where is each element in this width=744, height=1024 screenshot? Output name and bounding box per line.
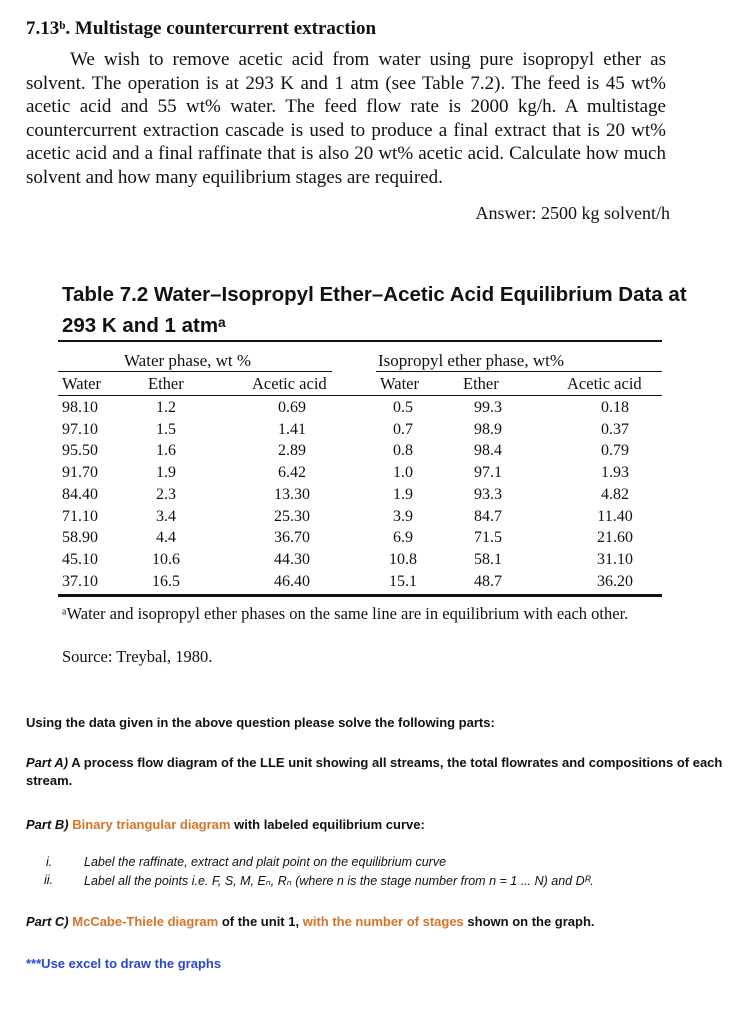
water-phase-group-header: Water phase, wt % xyxy=(124,351,252,370)
table-cell: 4.4 xyxy=(156,529,176,547)
questions-intro: Using the data given in the above question please solve the following parts: xyxy=(26,715,495,730)
table-cell: 4.82 xyxy=(601,485,629,503)
table-cell: 98.4 xyxy=(474,442,502,460)
part-c-end: shown on the graph. xyxy=(467,914,595,929)
problem-statement: We wish to remove acetic acid from water using pure isopropyl ether as solvent. The operation is at 293 K and 1 atm (see Table 7.2). The feed is 45 wt% acetic acid and 55 wt% water. The feed flow rate is 2000 kg/h. A multistage countercurrent extraction cascade is used to produce a final extract that is 20 wt% acetic acid and a final raffinate that is also 20 wt% acetic acid. Calculate how much solvent and how many equilibrium stages are required. xyxy=(26,49,666,188)
table-cell: 91.70 xyxy=(62,464,98,482)
table-cell: 10.8 xyxy=(389,550,417,568)
table-cell: 0.7 xyxy=(393,420,413,438)
table-cell: 84.7 xyxy=(474,507,502,525)
table-cell: 46.40 xyxy=(274,572,310,590)
part-c-highlight-1: McCabe-Thiele diagram xyxy=(72,914,219,929)
table-cell: 1.2 xyxy=(156,399,176,416)
table-cell: 1.9 xyxy=(156,464,176,482)
part-b-item-1: Label the raffinate, extract and plait point on the equilibrium curve xyxy=(84,855,447,869)
part-a-text: A process flow diagram of the LLE unit showing all streams, the total flowrates and compositions of each stream. xyxy=(26,755,723,788)
table-bottom-rule xyxy=(58,594,662,597)
table-cell: 95.50 xyxy=(62,442,98,460)
problem-title: 7.13ᵇ. Multistage countercurrent extraction xyxy=(26,18,377,39)
table-source: Source: Treybal, 1980. xyxy=(62,647,213,666)
col-ether-2 xyxy=(460,397,516,592)
col-header-ether-2: Ether xyxy=(463,374,499,393)
table-cell: 99.3 xyxy=(474,399,502,416)
table-cell: 2.89 xyxy=(278,442,306,460)
table-cell: 6.42 xyxy=(278,464,306,482)
col-header-acid-2: Acetic acid xyxy=(567,374,642,393)
part-b-item-1-num: i. xyxy=(46,855,53,869)
table-title: Table 7.2 Water–Isopropyl Ether–Acetic Acid Equilibrium Data at 293 K and 1 atmᵃ xyxy=(62,283,687,337)
part-c-label: Part C) xyxy=(26,914,69,929)
water-phase-group-rule xyxy=(58,371,332,372)
table-cell: 0.37 xyxy=(601,420,629,438)
table-footnote: ᵃWater and isopropyl ether phases on the same line are in equilibrium with each other. xyxy=(62,604,629,623)
table-cell: 16.5 xyxy=(152,572,180,590)
table-cell: 15.1 xyxy=(389,572,417,590)
part-c-highlight-2: with the number of stages xyxy=(302,914,464,929)
table-header-rule xyxy=(58,395,662,396)
excel-note: ***Use excel to draw the graphs xyxy=(26,956,222,971)
table-cell: 1.6 xyxy=(156,442,176,460)
table-cell: 36.70 xyxy=(274,529,310,547)
col-header-water-1: Water xyxy=(62,374,101,393)
table-cell: 44.30 xyxy=(274,550,310,568)
col-header-acid-1: Acetic acid xyxy=(252,374,327,393)
table-cell: 36.20 xyxy=(597,572,633,590)
table-cell: 48.7 xyxy=(474,572,502,590)
table-cell: 0.69 xyxy=(278,399,306,416)
table-cell: 2.3 xyxy=(156,485,176,503)
table-cell: 1.5 xyxy=(156,420,176,438)
table-cell: 58.90 xyxy=(62,529,98,547)
part-b-highlight: Binary triangular diagram xyxy=(72,817,231,832)
table-cell: 71.5 xyxy=(474,529,502,547)
table-cell: 97.10 xyxy=(62,420,98,438)
part-b-item-2: Label all the points i.e. F, S, M, Eₙ, Rₙ (where n is the stage number from n = 1 ... N) and Dᴿ. xyxy=(84,874,594,888)
part-b xyxy=(26,817,425,832)
table-cell: 0.79 xyxy=(601,442,629,460)
table-cell: 98.10 xyxy=(62,399,98,416)
ether-phase-group-header: Isopropyl ether phase, wt% xyxy=(378,351,565,370)
col-water-2 xyxy=(376,397,430,592)
table-cell: 25.30 xyxy=(274,507,310,525)
col-ether-1 xyxy=(144,397,188,592)
table-cell: 6.9 xyxy=(393,529,413,547)
table-cell: 11.40 xyxy=(597,507,633,525)
part-a xyxy=(26,754,726,790)
part-c xyxy=(26,914,595,929)
table-cell: 98.9 xyxy=(474,420,502,438)
table-cell: 0.8 xyxy=(393,442,413,460)
table-cell: 1.41 xyxy=(278,420,306,438)
table-cell: 0.18 xyxy=(601,399,629,416)
part-c-mid: of the unit 1, xyxy=(221,914,300,929)
table-cell: 3.4 xyxy=(156,507,176,525)
col-header-water-2: Water xyxy=(380,374,419,393)
table-cell: 84.40 xyxy=(62,485,98,503)
col-acid-2 xyxy=(580,397,650,592)
ether-phase-group-rule xyxy=(376,371,662,372)
col-water-1 xyxy=(62,397,98,592)
table-cell: 93.3 xyxy=(474,485,502,503)
table-cell: 0.5 xyxy=(393,399,413,416)
table-cell: 21.60 xyxy=(597,529,633,547)
table-cell: 58.1 xyxy=(474,550,502,568)
table-cell: 45.10 xyxy=(62,550,98,568)
table-cell: 1.9 xyxy=(393,485,413,503)
part-b-item-2-num: ii. xyxy=(44,873,54,887)
col-acid-1 xyxy=(252,397,332,592)
table-cell: 3.9 xyxy=(393,507,413,525)
part-b-label: Part B) xyxy=(26,817,69,832)
col-header-ether-1: Ether xyxy=(148,374,184,393)
table-cell: 13.30 xyxy=(274,485,310,503)
part-b-text: with labeled equilibrium curve: xyxy=(234,817,425,832)
table-cell: 97.1 xyxy=(474,464,502,482)
table-cell: 37.10 xyxy=(62,572,98,590)
table-cell: 1.0 xyxy=(393,464,413,482)
table-cell: 31.10 xyxy=(597,550,633,568)
table-cell: 1.93 xyxy=(601,464,629,482)
table-cell: 71.10 xyxy=(62,507,98,525)
part-a-label: Part A) xyxy=(26,755,69,770)
answer-text: Answer: 2500 kg solvent/h xyxy=(475,203,670,223)
table-cell: 10.6 xyxy=(152,550,180,568)
table-top-rule xyxy=(58,340,662,342)
